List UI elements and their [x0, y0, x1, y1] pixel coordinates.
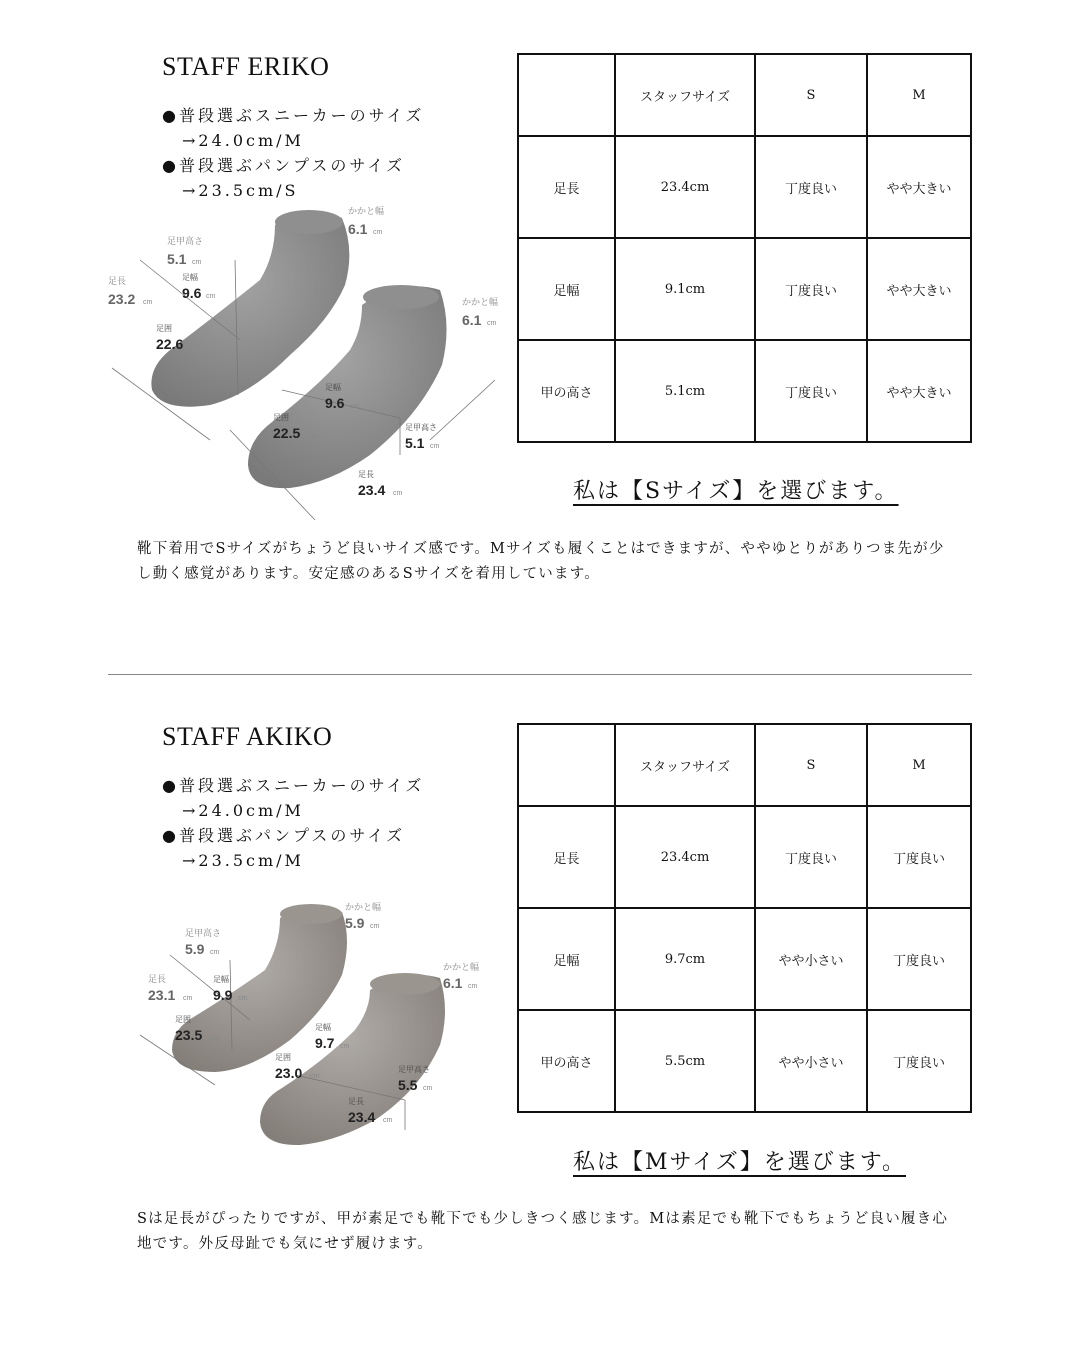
pumps-label: ●普段選ぶパンプスのサイズ	[162, 156, 406, 175]
left-girth-value: 23.5	[175, 1027, 203, 1043]
svg-text:cm: cm	[206, 293, 216, 300]
size-table	[517, 53, 972, 443]
right-length-value: 23.4	[358, 482, 386, 498]
table-cell: 甲の高さ	[518, 340, 615, 442]
size-preferences	[162, 773, 424, 873]
right-width-label: 足幅	[325, 383, 341, 392]
svg-text:cm: cm	[183, 995, 193, 1002]
table-cell: 23.4cm	[615, 806, 755, 908]
table-header-cell: M	[867, 54, 971, 136]
size-preferences	[162, 103, 424, 203]
svg-text:cm: cm	[143, 299, 153, 306]
table-header-cell: M	[867, 724, 971, 806]
right-girth-label: 足囲	[275, 1053, 291, 1062]
staff-name: STAFF ERIKO	[162, 52, 330, 81]
table-cell: 丁度良い	[755, 136, 867, 238]
left-girth-value: 22.6	[156, 336, 184, 352]
table-row	[518, 136, 971, 238]
right-girth-label: 足囲	[273, 413, 289, 422]
size-table	[517, 723, 972, 1113]
table-cell: やや小さい	[755, 908, 867, 1010]
table-header-row	[518, 724, 971, 806]
svg-text:cm: cm	[210, 949, 220, 956]
left-length-value: 23.1	[148, 987, 176, 1003]
table-cell: 丁度良い	[755, 340, 867, 442]
table-cell: 9.7cm	[615, 908, 755, 1010]
left-heel-width-value: 6.1	[348, 221, 368, 237]
svg-text:cm: cm	[468, 983, 478, 990]
fit-description: Sは足長がぴったりですが、甲が素足でも靴下でも少しきつく感じます。Mは素足でも靴下でもちょうど良い履き心地です。外反母趾でも気にせず履けます。	[137, 1211, 949, 1252]
table-cell: 丁度良い	[867, 806, 971, 908]
pumps-label: ●普段選ぶパンプスのサイズ	[162, 826, 406, 845]
left-instep-label: 足甲高さ	[167, 236, 204, 246]
table-cell: 5.1cm	[615, 340, 755, 442]
table-header-cell	[518, 54, 615, 136]
left-length-label: 足長	[108, 276, 127, 286]
svg-text:cm: cm	[340, 1043, 350, 1050]
left-width-label: 足幅	[182, 273, 198, 282]
svg-text:cm: cm	[210, 1035, 220, 1042]
left-width-value: 9.9	[213, 987, 233, 1003]
svg-text:cm: cm	[487, 320, 497, 327]
table-cell: 足幅	[518, 908, 615, 1010]
svg-text:cm: cm	[310, 1073, 320, 1080]
table-header-cell: スタッフサイズ	[615, 724, 755, 806]
right-width-value: 9.6	[325, 395, 345, 411]
table-cell: 足幅	[518, 238, 615, 340]
right-instep-label: 足甲高さ	[405, 423, 437, 432]
table-cell: 丁度良い	[867, 908, 971, 1010]
table-cell: 丁度良い	[755, 806, 867, 908]
left-width-label: 足幅	[213, 975, 229, 984]
table-header-cell: スタッフサイズ	[615, 54, 755, 136]
left-instep-value: 5.1	[167, 251, 187, 267]
svg-text:cm: cm	[350, 403, 360, 410]
table-cell: 足長	[518, 136, 615, 238]
right-length-label: 足長	[348, 1097, 364, 1106]
sneaker-label: ●普段選ぶスニーカーのサイズ	[162, 776, 425, 795]
table-header-cell: S	[755, 724, 867, 806]
staff-name: STAFF AKIKO	[162, 722, 333, 751]
right-heel-width-value: 6.1	[443, 975, 463, 991]
svg-text:cm: cm	[192, 259, 202, 266]
staff-section-akiko	[0, 670, 1080, 1350]
svg-text:cm: cm	[370, 923, 380, 930]
table-cell: 足長	[518, 806, 615, 908]
staff-section-eriko	[0, 0, 1080, 640]
left-width-value: 9.6	[182, 285, 202, 301]
size-conclusion: 私は【Sサイズ】を選びます。	[573, 479, 899, 504]
pumps-size: →23.5cm/S	[182, 181, 299, 200]
table-cell: やや大きい	[867, 340, 971, 442]
left-heel-width-label: かかと幅	[348, 206, 385, 216]
svg-text:cm: cm	[423, 1085, 433, 1092]
left-girth-label: 足囲	[156, 324, 172, 333]
right-heel-width-value: 6.1	[462, 312, 482, 328]
right-heel-width-label: かかと幅	[462, 297, 499, 307]
right-instep-label: 足甲高さ	[398, 1065, 430, 1074]
table-cell: やや大きい	[867, 238, 971, 340]
right-girth-value: 23.0	[275, 1065, 303, 1081]
table-cell: 23.4cm	[615, 136, 755, 238]
fit-description: 靴下着用でSサイズがちょうど良いサイズ感です。Mサイズも履くことはできますが、ややゆとりがありつま先が少し動く感覚があります。安定感のあるSサイズを着用しています。	[137, 541, 945, 582]
right-width-value: 9.7	[315, 1035, 335, 1051]
right-girth-value: 22.5	[273, 425, 301, 441]
table-row	[518, 908, 971, 1010]
pumps-size: →23.5cm/M	[182, 851, 304, 870]
table-cell: やや小さい	[755, 1010, 867, 1112]
table-row	[518, 806, 971, 908]
left-instep-value: 5.9	[185, 941, 205, 957]
table-cell: 甲の高さ	[518, 1010, 615, 1112]
left-length-value: 23.2	[108, 291, 136, 307]
left-instep-label: 足甲高さ	[185, 928, 222, 938]
svg-text:cm: cm	[393, 490, 403, 497]
table-row	[518, 238, 971, 340]
table-cell: 5.5cm	[615, 1010, 755, 1112]
foot-scan-illustration	[130, 900, 510, 1190]
table-cell: 丁度良い	[755, 238, 867, 340]
left-length-label: 足長	[148, 974, 167, 984]
right-instep-value: 5.5	[398, 1077, 418, 1093]
svg-text:cm: cm	[430, 443, 440, 450]
table-header-row	[518, 54, 971, 136]
svg-text:cm: cm	[191, 344, 201, 351]
foot-scan-illustration	[100, 200, 510, 530]
table-cell: 9.1cm	[615, 238, 755, 340]
left-heel-width-value: 5.9	[345, 915, 365, 931]
right-heel-width-label: かかと幅	[443, 962, 480, 972]
table-header-cell: S	[755, 54, 867, 136]
right-length-value: 23.4	[348, 1109, 376, 1125]
sneaker-size: →24.0cm/M	[182, 131, 304, 150]
sneaker-label: ●普段選ぶスニーカーのサイズ	[162, 106, 425, 125]
left-heel-width-label: かかと幅	[345, 902, 382, 912]
svg-text:cm: cm	[373, 229, 383, 236]
table-row	[518, 1010, 971, 1112]
table-cell: 丁度良い	[867, 1010, 971, 1112]
size-conclusion: 私は【Mサイズ】を選びます。	[573, 1150, 907, 1175]
table-header-cell	[518, 724, 615, 806]
right-instep-value: 5.1	[405, 435, 425, 451]
table-row	[518, 340, 971, 442]
svg-text:cm: cm	[383, 1117, 393, 1124]
right-width-label: 足幅	[315, 1023, 331, 1032]
right-length-label: 足長	[358, 470, 374, 479]
sneaker-size: →24.0cm/M	[182, 801, 304, 820]
svg-text:cm: cm	[308, 433, 318, 440]
svg-text:cm: cm	[238, 995, 248, 1002]
table-cell: やや大きい	[867, 136, 971, 238]
left-girth-label: 足囲	[175, 1015, 191, 1024]
